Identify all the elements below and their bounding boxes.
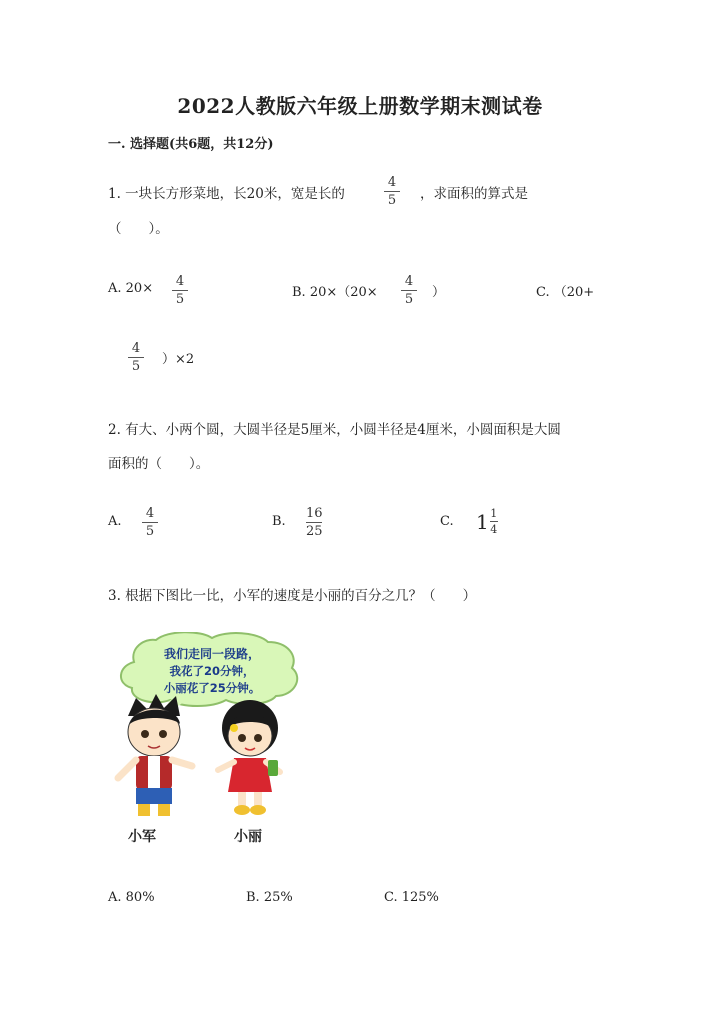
fraction-numerator: 16 (306, 506, 323, 521)
q3-option-b[interactable]: B. 25% (246, 890, 293, 905)
bubble-line-2: 我花了20分钟， (169, 664, 255, 678)
q2-text-line1: 2. 有大、小两个圆，大圆半径是5厘米，小圆半径是4厘米，小圆面积是大圆 (108, 422, 561, 438)
q2-option-a[interactable]: A. (108, 514, 122, 529)
q1-text-line2: （ ）。 (108, 221, 169, 237)
mixed-whole: 1 (476, 509, 489, 534)
fraction-denominator: 25 (306, 524, 323, 539)
q3-option-c[interactable]: C. 125% (384, 890, 439, 905)
q2-option-c[interactable]: C. (440, 514, 454, 529)
q2-text-line2: 面积的（ ）。 (108, 456, 210, 472)
q3-text: 3. 根据下图比一比，小军的速度是小丽的百分之几？（ ） (108, 588, 477, 604)
q3-illustration (108, 632, 318, 832)
fraction-denominator: 5 (131, 359, 141, 374)
q1-option-c[interactable]: C. （20+ (536, 285, 595, 300)
fraction-denominator: 4 (490, 523, 498, 536)
fraction-numerator: 1 (490, 507, 498, 520)
q1-text-line1-end: ，求面积的算式是 (420, 186, 528, 202)
q1-option-b-close: ） (432, 285, 446, 300)
q2-option-a-fraction (142, 507, 158, 538)
q1-option-a-fraction (172, 275, 188, 306)
boy-name-label: 小军 (128, 829, 156, 845)
boy-figure (118, 694, 192, 816)
q2-option-c-mixed-number (476, 508, 498, 535)
fraction-denominator: 5 (387, 193, 397, 208)
q1-option-c-tail: ）×2 (162, 352, 195, 367)
q2-option-b[interactable]: B. (272, 514, 286, 529)
bubble-line-3: 小丽花了25分钟。 (163, 681, 261, 695)
q1-option-b-fraction (401, 275, 417, 306)
q1-option-c-fraction (128, 342, 144, 373)
fraction-numerator: 4 (404, 274, 414, 289)
bubble-line-1: 我们走同一段路， (163, 647, 261, 661)
section-heading: 一. 选择题(共6题，共12分) (108, 137, 274, 152)
fraction-numerator: 4 (175, 274, 185, 289)
fraction-denominator: 5 (175, 292, 185, 307)
fraction-numerator: 4 (387, 175, 397, 190)
girl-figure (218, 700, 280, 815)
q2-option-b-fraction (306, 507, 323, 538)
page-title: 2022人教版六年级上册数学期末测试卷 (177, 94, 543, 118)
fraction-numerator: 4 (145, 506, 155, 521)
fraction-denominator: 5 (145, 524, 155, 539)
q1-option-b[interactable]: B. 20×（20× (292, 285, 378, 300)
q1-option-a[interactable]: A. 20× (108, 281, 154, 296)
fraction-numerator: 4 (131, 341, 141, 356)
q1-text-line1: 1. 一块长方形菜地，长20米，宽是长的 (108, 186, 345, 202)
girl-name-label: 小丽 (234, 829, 262, 845)
q3-option-a[interactable]: A. 80% (108, 890, 155, 905)
fraction-denominator: 5 (404, 292, 414, 307)
q1-fraction (384, 176, 400, 207)
